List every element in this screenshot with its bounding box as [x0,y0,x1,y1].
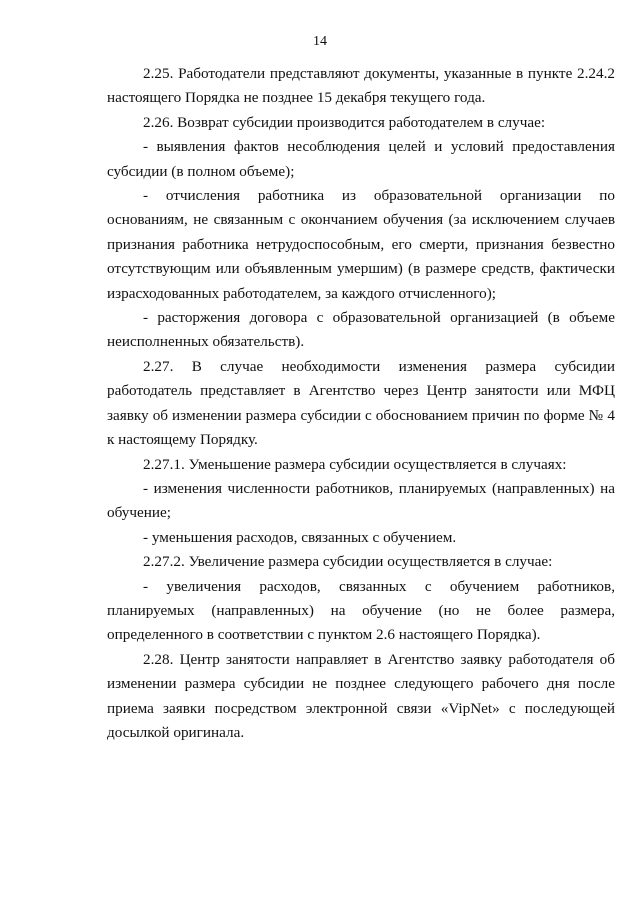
list-item-expense-increase: - увеличения расходов, связанных с обучением работников, планируемых (направленных) на обучение (но не более размера, определенного в соответствии с пунктом 2.6 настоящего Порядка). [107,577,615,644]
list-item-expense-decrease: - уменьшения расходов, связанных с обучением. [143,528,457,546]
paragraph-2-26: 2.26. Возврат субсидии производится работодателем в случае: [143,113,546,131]
list-item-termination: - расторжения договора с образовательной организацией (в объеме неисполненных обязательств). [107,309,615,351]
document-body [107,62,615,745]
paragraph-2-28: 2.28. Центр занятости направляет в Агентство заявку работодателя об изменении размера субсидии не позднее следующего рабочего дня после приема заявки посредством электронной связи «VipNet» с последующей досылкой оригинала. [107,650,615,741]
paragraph-2-25: 2.25. Работодатели представляют документы, указанные в пункте 2.24.2 настоящего Порядка не позднее 15 декабря текущего года. [107,65,615,107]
list-item-headcount: - изменения численности работников, планируемых (направленных) на обучение; [107,479,615,522]
paragraph-2-27-2: 2.27.2. Увеличение размера субсидии осуществляется в случае: [143,553,553,571]
list-item-violation: - выявления фактов несоблюдения целей и условий предоставления субсидии (в полном объеме); [107,138,615,180]
paragraph-2-27: 2.27. В случае необходимости изменения размера субсидии работодатель представляет в Агентство через Центр занятости или МФЦ заявку об изменении размера субсидии с обоснованием причин по форме № 4 к настоящему Порядку. [107,357,615,449]
page-number: 14 [313,34,327,49]
paragraph-2-27-1: 2.27.1. Уменьшение размера субсидии осуществляется в случаях: [143,455,567,473]
list-item-expulsion: - отчисления работника из образовательной организации по основаниям, не связанным с окончанием обучения (за исключением случаев признания работника нетрудоспособным, его смерти, признания безвестно отсутствующим или объявленным умершим) (в размере средств, фактически израсходованных работодателем, за каждого отчисленного); [107,187,615,302]
